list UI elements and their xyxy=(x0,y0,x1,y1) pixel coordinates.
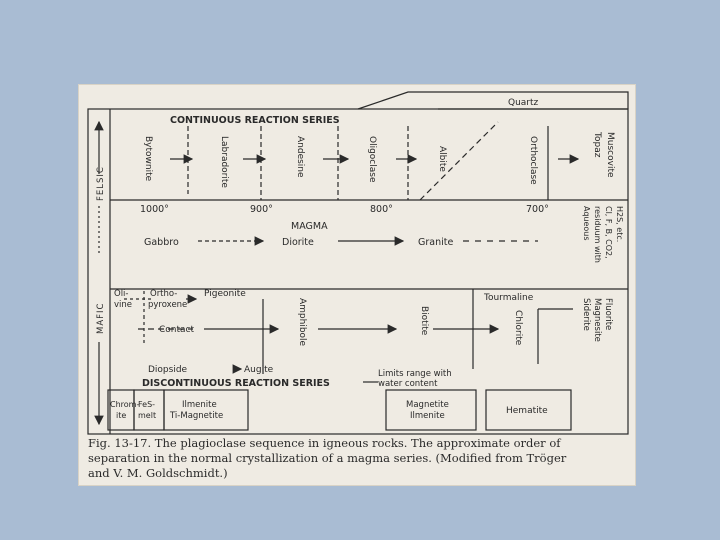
fes-melt-box xyxy=(134,390,164,430)
amphibole-label: Amphibole xyxy=(297,298,307,347)
temp-700: 700° xyxy=(526,204,549,215)
continuous-series-title: CONTINUOUS REACTION SERIES xyxy=(170,115,340,126)
mineral-andesine: Andesine xyxy=(295,136,305,178)
temp-800: 800° xyxy=(370,204,393,215)
olivine-line-1: Oli- xyxy=(114,289,129,299)
fes-melt-line-1: FeS- xyxy=(138,400,156,409)
mineral-labradorite: Labradorite xyxy=(219,136,229,188)
rock-granite: Granite xyxy=(418,237,454,248)
mineral-oligoclase: Oligoclase xyxy=(367,136,377,183)
augite-label: Augite xyxy=(244,365,274,375)
caption-line-3: and V. M. Goldschmidt.) xyxy=(88,466,228,480)
diopside-label: Diopside xyxy=(148,365,188,375)
magma-label: MAGMA xyxy=(291,221,328,232)
chromite-line-2: ite xyxy=(116,411,127,420)
hematite-label: Hematite xyxy=(506,406,548,416)
temp-900: 900° xyxy=(250,204,273,215)
limits-line-1: Limits range with xyxy=(378,369,452,379)
mafic-label: MAFIC xyxy=(96,302,106,334)
aqueous-line-4: H2S, etc. xyxy=(615,206,624,243)
rock-gabbro: Gabbro xyxy=(144,237,179,248)
magnetite-line-2: Ilmenite xyxy=(410,411,445,421)
chromite-line-1: Chrom- xyxy=(110,400,140,409)
felsic-label: FELSIC xyxy=(96,166,106,201)
mineral-orthoclase: Orthoclase xyxy=(528,136,538,185)
biotite-label: Biotite xyxy=(419,306,429,336)
magnetite-box xyxy=(386,390,476,430)
quartz-label: Quartz xyxy=(508,98,539,108)
mineral-albite: Albite xyxy=(437,146,447,172)
mineral-topaz: Topaz xyxy=(592,132,602,158)
rock-diorite: Diorite xyxy=(282,237,314,248)
mineral-bytownite: Bytownite xyxy=(143,136,153,182)
orthopyroxene-line-1: Ortho- xyxy=(150,289,178,299)
ilmenite-line-1: Ilmenite xyxy=(182,400,217,410)
aqueous-line-3: Cl, F, B, CO2, xyxy=(604,206,613,259)
temp-1000: 1000° xyxy=(140,204,169,215)
ilmenite-line-2: Ti-Magnetite xyxy=(170,411,224,421)
tourmaline-label: Tourmaline xyxy=(484,293,534,303)
fluorite-label: Fluorite xyxy=(603,298,613,331)
magnesite-label: Magnesite xyxy=(592,298,602,342)
orthopyroxene-line-2: pyroxene xyxy=(148,300,188,310)
siderite-label: Siderite xyxy=(581,298,591,331)
limits-line-2: water content xyxy=(378,379,438,389)
caption-line-1: Fig. 13-17. The plagioclase sequence in igneous rocks. The approximate order of xyxy=(88,436,561,450)
aqueous-line-2: residuum with xyxy=(593,206,602,263)
ilmenite-box xyxy=(164,390,248,430)
aqueous-line-1: Aqueous xyxy=(582,206,591,241)
reaction-series-diagram xyxy=(78,84,636,486)
quartz-wedge xyxy=(358,92,628,109)
scanned-figure xyxy=(78,84,636,486)
chlorite-label: Chlorite xyxy=(513,310,523,346)
olivine-line-2: vine xyxy=(114,300,133,310)
chromite-box xyxy=(108,390,134,430)
contact-label: Contact xyxy=(159,325,195,335)
fes-melt-line-2: melt xyxy=(138,411,157,420)
magnetite-line-1: Magnetite xyxy=(406,400,449,410)
mineral-muscovite: Muscovite xyxy=(605,132,615,178)
pigeonite-label: Pigeonite xyxy=(204,289,246,299)
albite-orthoclase-boundary xyxy=(420,122,498,200)
discontinuous-series-title: DISCONTINUOUS REACTION SERIES xyxy=(142,378,330,389)
caption-line-2: separation in the normal crystallization of a magma series. (Modified from Tröger xyxy=(88,451,567,465)
